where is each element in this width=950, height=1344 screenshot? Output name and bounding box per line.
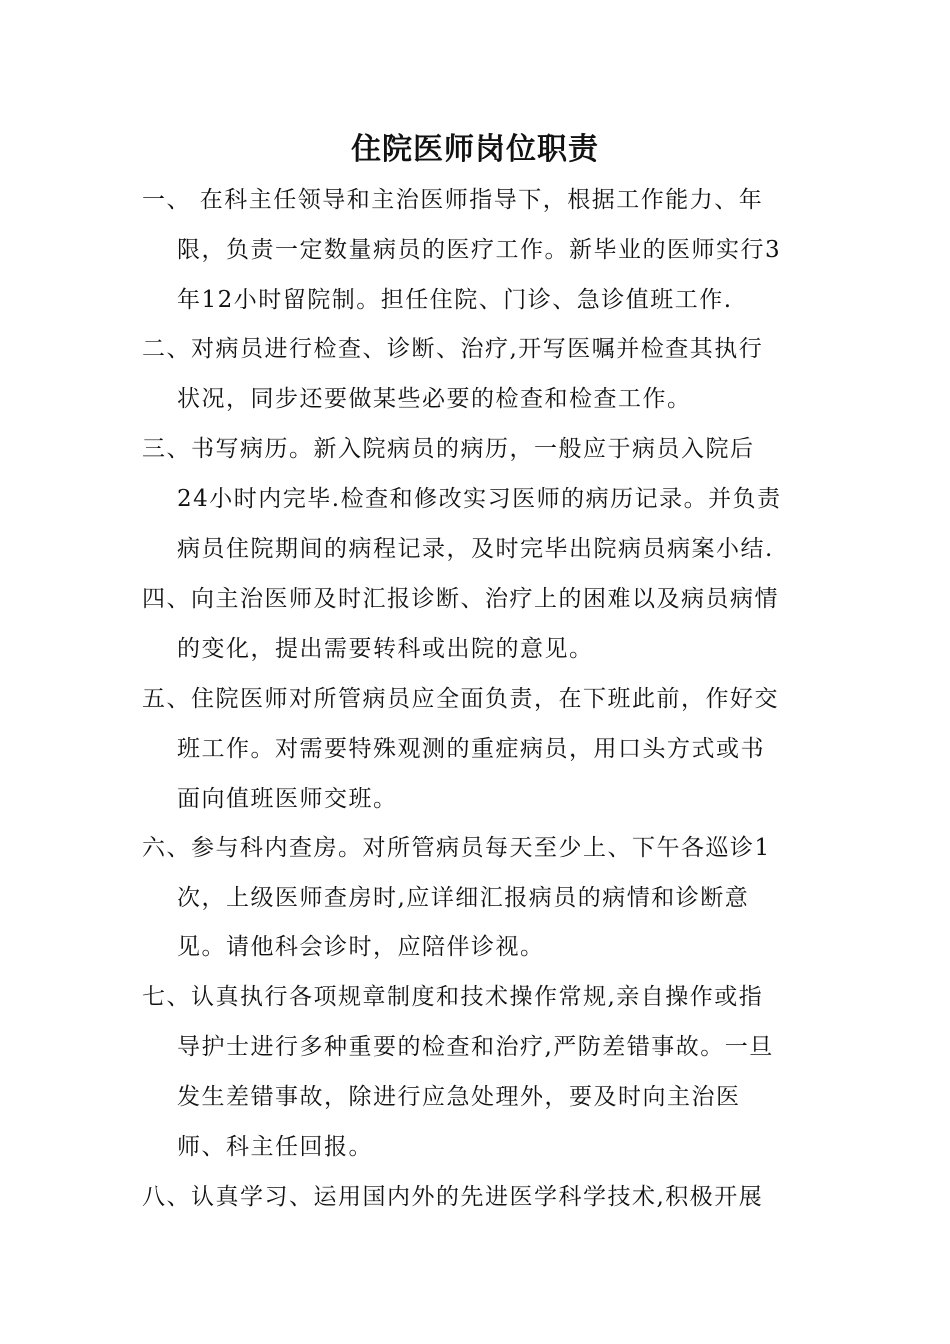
item-3-line-2: 24小时内完毕.检查和修改实习医师的病历记录。并负责 [177, 486, 782, 512]
document-title: 住院医师岗位职责 [351, 132, 599, 167]
item-marker: 七、 [142, 984, 191, 1010]
item-marker: 八、 [142, 1184, 191, 1210]
item-8-line-1 [142, 1181, 763, 1213]
item-marker: 六、 [142, 835, 191, 861]
item-6-line-1 [142, 832, 771, 864]
item-5-line-2: 班工作。对需要特殊观测的重症病员，用口头方式或书 [177, 736, 765, 762]
item-1-line-1 [142, 184, 763, 216]
item-3-line-1 [142, 433, 755, 465]
item-text: 参与科内查房。对所管病员每天至少上、下午各巡诊1 [191, 835, 771, 861]
item-text: 向主治医师及时汇报诊断、治疗上的困难以及病员病情 [191, 586, 779, 612]
item-marker: 四、 [142, 586, 191, 612]
item-5-line-1 [142, 683, 779, 715]
item-marker: 五、 [142, 686, 191, 712]
item-1-line-3: 年12小时留院制。担任住院、门诊、急诊值班工作. [177, 287, 733, 313]
item-4-line-2: 的变化，提出需要转科或出院的意见。 [177, 636, 594, 662]
item-2-line-2: 状况，同步还要做某些必要的检查和检查工作。 [177, 386, 692, 412]
item-7-line-4: 师、科主任回报。 [177, 1134, 373, 1160]
item-text: 认真学习、运用国内外的先进医学科学技术,积极开展 [191, 1184, 764, 1210]
item-text: 对病员进行检查、诊断、治疗,开写医嘱并检查其执行 [191, 336, 764, 362]
item-3-line-3: 病员住院期间的病程记录，及时完毕出院病员病案小结. [177, 536, 774, 562]
item-marker: 二、 [142, 336, 191, 362]
item-5-line-3: 面向值班医师交班。 [177, 786, 398, 812]
item-7-line-3: 发生差错事故，除进行应急处理外，要及时向主治医 [177, 1084, 741, 1110]
item-7-line-2: 导护士进行多种重要的检查和治疗,严防差错事故。一旦 [177, 1034, 774, 1060]
item-6-line-3: 见。请他科会诊时，应陪伴诊视。 [177, 934, 545, 960]
item-4-line-1 [142, 583, 779, 615]
item-text: 住院医师对所管病员应全面负责，在下班此前，作好交 [191, 686, 779, 712]
item-marker: 一、 [142, 187, 191, 213]
item-text: 认真执行各项规章制度和技术操作常规,亲自操作或指 [191, 984, 764, 1010]
item-text: 在科主任领导和主治医师指导下，根据工作能力、年 [191, 187, 764, 213]
item-7-line-1 [142, 981, 763, 1013]
item-text: 书写病历。新入院病员的病历，一般应于病员入院后 [191, 436, 755, 462]
item-marker: 三、 [142, 436, 191, 462]
item-1-line-2: 限，负责一定数量病员的医疗工作。新毕业的医师实行3 [177, 237, 782, 263]
item-6-line-2: 次，上级医师查房时,应详细汇报病员的病情和诊断意 [177, 885, 750, 911]
item-2-line-1 [142, 333, 763, 365]
